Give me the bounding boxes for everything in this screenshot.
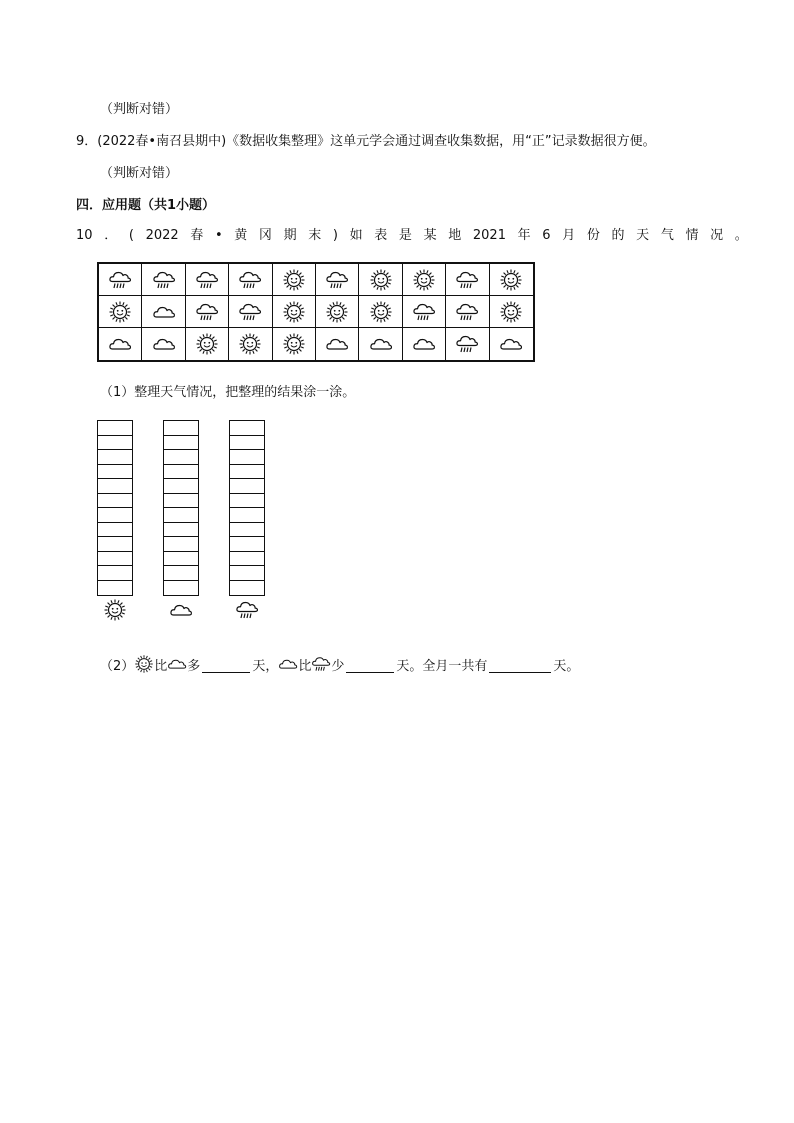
rain-icon <box>311 654 331 679</box>
sun-icon <box>238 332 262 356</box>
cloud-icon <box>108 332 132 356</box>
sun-icon <box>195 332 219 356</box>
tally-box[interactable] <box>164 494 198 509</box>
weather-cell <box>99 296 142 328</box>
tally-box[interactable] <box>164 552 198 567</box>
rain-icon <box>195 300 219 324</box>
part2-t4: 比 <box>298 658 312 674</box>
cloud-icon <box>412 332 436 356</box>
rain-icon <box>455 300 479 324</box>
q10-part1: （1）整理天气情况，把整理的结果涂一涂。 <box>100 385 356 400</box>
rain-icon <box>455 268 479 292</box>
tally-box[interactable] <box>230 537 264 552</box>
cloud-icon <box>167 654 187 679</box>
sun-icon <box>282 268 306 292</box>
weather-cell <box>229 296 272 328</box>
weather-cell <box>186 296 229 328</box>
tally-box[interactable] <box>98 566 132 581</box>
answer-blank-2[interactable] <box>346 660 394 673</box>
rain-icon <box>108 268 132 292</box>
q9-judge: （判断对错） <box>100 166 179 181</box>
weather-cell <box>273 296 316 328</box>
q10-heading-token: 地 <box>448 228 462 243</box>
tally-box[interactable] <box>164 479 198 494</box>
tally-box[interactable] <box>164 566 198 581</box>
tally-box[interactable] <box>98 450 132 465</box>
weather-cell <box>403 264 446 296</box>
sun-icon <box>134 654 154 679</box>
rain-icon <box>455 332 479 356</box>
q9-text: 9．(2022春•南召县期中)《数据收集整理》这单元学会通过调查收集数据，用“正”记录数据很方便。 <box>76 134 656 149</box>
q10-heading-token: 2021 <box>472 228 506 243</box>
weather-cell <box>99 264 142 296</box>
weather-cell <box>142 296 185 328</box>
q10-heading-token: 份 <box>586 228 600 243</box>
q10-heading-token: 。 <box>734 228 748 243</box>
tally-box[interactable] <box>230 566 264 581</box>
weather-cell <box>403 296 446 328</box>
q10-heading <box>76 228 748 244</box>
q10-heading-token: 气 <box>660 228 674 243</box>
q10-heading-token: 表 <box>374 228 388 243</box>
tally-box[interactable] <box>230 421 264 436</box>
sun-icon <box>325 300 349 324</box>
weather-cell <box>446 296 489 328</box>
q10-heading-token: 某 <box>423 228 437 243</box>
sun-icon <box>369 300 393 324</box>
tally-box[interactable] <box>98 537 132 552</box>
q10-heading-token: ) <box>332 228 338 243</box>
weather-cell <box>446 264 489 296</box>
rain-icon <box>195 268 219 292</box>
weather-cell <box>316 296 359 328</box>
weather-cell <box>99 328 142 360</box>
q10-heading-token: 冈 <box>258 228 272 243</box>
q10-heading-token: 期 <box>283 228 297 243</box>
weather-cell <box>359 328 402 360</box>
tally-box[interactable] <box>164 436 198 451</box>
sun-icon <box>108 300 132 324</box>
q10-heading-token: 是 <box>398 228 412 243</box>
tally-box[interactable] <box>98 552 132 567</box>
sun-icon <box>499 268 523 292</box>
weather-cell <box>490 296 533 328</box>
weather-cell <box>403 328 446 360</box>
q10-heading-token: 末 <box>308 228 322 243</box>
tally-box[interactable] <box>164 421 198 436</box>
tally-box[interactable] <box>164 450 198 465</box>
part2-t6: 天。全月一共有 <box>396 658 488 674</box>
q10-heading-token: 春 <box>190 228 204 243</box>
rain-icon <box>412 300 436 324</box>
tally-box[interactable] <box>98 436 132 451</box>
part2-t3: 天， <box>252 658 279 674</box>
cloud-icon <box>278 654 298 679</box>
weather-cell <box>229 264 272 296</box>
sun-icon <box>412 268 436 292</box>
q10-heading-token: 月 <box>562 228 576 243</box>
q10-heading-token: 如 <box>349 228 363 243</box>
tally-box[interactable] <box>230 508 264 523</box>
q10-heading-token: 的 <box>611 228 625 243</box>
sun-icon <box>282 300 306 324</box>
q10-heading-token: 况 <box>710 228 724 243</box>
tally-box[interactable] <box>230 494 264 509</box>
cloud-icon <box>163 598 199 622</box>
cloud-icon <box>152 300 176 324</box>
tally-column <box>97 420 133 596</box>
weather-cell <box>142 328 185 360</box>
part2-prefix: （2） <box>100 658 135 674</box>
tally-column <box>229 420 265 596</box>
weather-cell <box>316 264 359 296</box>
rain-icon <box>152 268 176 292</box>
cloud-icon <box>325 332 349 356</box>
weather-cell <box>229 328 272 360</box>
tally-box[interactable] <box>98 494 132 509</box>
cloud-icon <box>499 332 523 356</box>
rain-icon <box>325 268 349 292</box>
tally-box[interactable] <box>98 479 132 494</box>
weather-cell <box>186 264 229 296</box>
tally-box[interactable] <box>98 421 132 436</box>
sun-icon <box>282 332 306 356</box>
q10-heading-token: 10 <box>76 228 93 243</box>
part2-t5: 少 <box>331 658 345 674</box>
part2-t7: 天。 <box>553 658 580 674</box>
weather-cell <box>446 328 489 360</box>
weather-cell <box>186 328 229 360</box>
part2-t1: 比 <box>154 658 168 674</box>
q10-heading-token: ． <box>104 228 118 243</box>
sun-icon <box>369 268 393 292</box>
q10-heading-token: 天 <box>636 228 650 243</box>
sun-icon <box>97 598 133 622</box>
tally-box[interactable] <box>230 552 264 567</box>
tally-box[interactable] <box>164 537 198 552</box>
rain-icon <box>229 598 265 622</box>
q10-part2 <box>100 654 579 679</box>
tally-box[interactable] <box>164 581 198 596</box>
tally-box[interactable] <box>230 450 264 465</box>
q10-heading-token: 黄 <box>234 228 248 243</box>
tally-box[interactable] <box>98 523 132 538</box>
tally-box[interactable] <box>230 436 264 451</box>
answer-blank-1[interactable] <box>202 660 250 673</box>
weather-cell <box>490 264 533 296</box>
tally-box[interactable] <box>230 523 264 538</box>
weather-table <box>97 262 535 362</box>
q10-heading-token: • <box>214 228 223 243</box>
q8-judge: （判断对错） <box>100 102 179 117</box>
q10-heading-token: ( <box>128 228 134 243</box>
tally-box[interactable] <box>98 508 132 523</box>
tally-box[interactable] <box>164 523 198 538</box>
tally-box[interactable] <box>98 581 132 596</box>
sun-icon <box>499 300 523 324</box>
section4-title: 四．应用题（共1小题） <box>76 198 216 213</box>
weather-cell <box>490 328 533 360</box>
weather-cell <box>273 328 316 360</box>
tally-box[interactable] <box>230 581 264 596</box>
weather-cell <box>359 296 402 328</box>
tally-column <box>163 420 199 596</box>
tally-box[interactable] <box>164 508 198 523</box>
tally-box[interactable] <box>98 465 132 480</box>
weather-cell <box>142 264 185 296</box>
tally-box[interactable] <box>230 465 264 480</box>
weather-cell <box>273 264 316 296</box>
q10-heading-token: 年 <box>517 228 531 243</box>
rain-icon <box>238 268 262 292</box>
cloud-icon <box>152 332 176 356</box>
tally-box[interactable] <box>164 465 198 480</box>
q10-heading-token: 情 <box>685 228 699 243</box>
tally-box[interactable] <box>230 479 264 494</box>
q10-heading-token: 6 <box>542 228 551 243</box>
answer-blank-3[interactable] <box>489 660 551 673</box>
rain-icon <box>238 300 262 324</box>
cloud-icon <box>369 332 393 356</box>
weather-cell <box>316 328 359 360</box>
part2-t2: 多 <box>187 658 201 674</box>
weather-cell <box>359 264 402 296</box>
q10-heading-token: 2022 <box>145 228 179 243</box>
